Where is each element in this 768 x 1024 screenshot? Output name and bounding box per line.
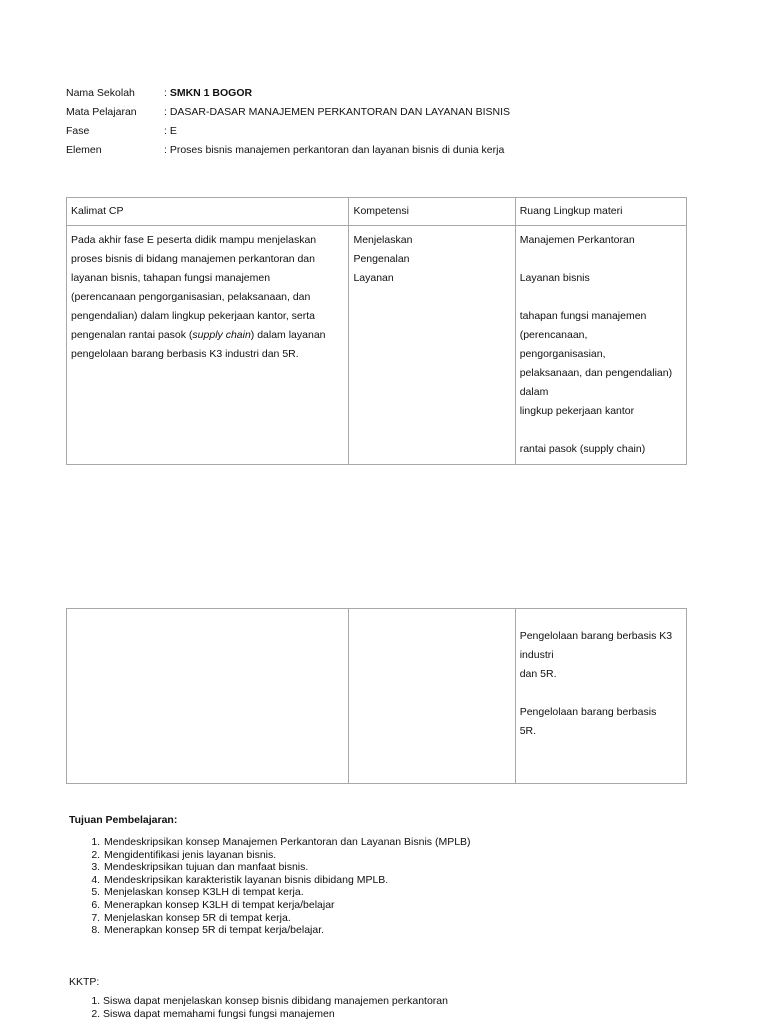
scope-line: lingkup pekerjaan kantor (519, 405, 635, 417)
kompetensi-line: Pengenalan (353, 253, 410, 265)
meta-value-element: Proses bisnis manajemen perkantoran dan layanan bisnis di dunia kerja (169, 144, 505, 156)
scope-line: pelaksanaan, dan pengendalian) (519, 367, 673, 379)
tujuan-list (70, 836, 471, 937)
document-header (66, 84, 510, 160)
header-kalimat-cp: Kalimat CP (67, 198, 349, 226)
meta-row-elemen (66, 141, 510, 160)
scope-line: industri (519, 649, 554, 661)
scope-line: pengorganisasian, (519, 348, 606, 360)
table-header-row (67, 198, 687, 226)
scope-line: (perencanaan, (519, 329, 588, 341)
meta-label: Nama Sekolah (66, 87, 135, 99)
kktp-list (70, 995, 448, 1020)
scope-gap (520, 288, 681, 307)
cp-line-supply-chain (71, 326, 343, 345)
meta-label: Fase (66, 125, 90, 137)
meta-value-school: SMKN 1 BOGOR (169, 87, 253, 99)
list-item: 8. Menerapkan konsep 5R di tempat kerja/belajar. (103, 924, 471, 937)
cp-line: pengendalian) dalam lingkup pekerjaan kantor, serta (71, 310, 315, 322)
meta-separator: : (164, 144, 170, 156)
meta-label: Mata Pelajaran (66, 106, 137, 118)
list-item: 5. Menjelaskan konsep K3LH di tempat kerja. (103, 886, 471, 899)
scope-line: Pengelolaan barang berbasis K3 (519, 630, 673, 642)
meta-value-subject: DASAR-DASAR MANAJEMEN PERKANTORAN DAN LAYANAN BISNIS (169, 106, 510, 118)
scope-line: dan 5R. (519, 668, 557, 680)
header-kompetensi: Kompetensi (349, 198, 515, 226)
list-item: 1. Siswa dapat menjelaskan konsep bisnis dibidang manajemen perkantoran (103, 995, 448, 1008)
list-item: 6. Menerapkan konsep K3LH di tempat kerja/belajar (103, 899, 471, 912)
scope-line: 5R. (519, 725, 537, 737)
list-item: 1. Mendeskripsikan konsep Manajemen Perkantoran dan Layanan Bisnis (MPLB) (103, 836, 471, 849)
table-row (67, 609, 687, 784)
cell-kalimat-cp-empty (67, 609, 349, 784)
cp-line: Pada akhir fase E peserta didik mampu menjelaskan (71, 234, 317, 246)
meta-label: Elemen (66, 144, 102, 156)
cp-line: (perencanaan pengorganisasian, pelaksanaan, dan (71, 291, 311, 303)
scope-gap (520, 421, 681, 440)
cell-ruang-lingkup (515, 226, 686, 465)
cell-kalimat-cp (67, 226, 349, 465)
cell-kompetensi (349, 226, 515, 465)
list-item: 2. Siswa dapat memahami fungsi fungsi manajemen (103, 1008, 448, 1021)
kktp-title: KKTP: (69, 976, 100, 988)
cp-table-continued (66, 608, 687, 784)
scope-gap (520, 250, 681, 269)
meta-row-fase (66, 122, 510, 141)
cp-line: pengelolaan barang berbasis K3 industri dan 5R. (71, 348, 299, 360)
meta-row-nama-sekolah (66, 84, 510, 103)
meta-separator: : (164, 87, 170, 99)
table-row (67, 226, 687, 465)
tujuan-title: Tujuan Pembelajaran: (69, 814, 178, 826)
list-item: 3. Mendeskripsikan tujuan dan manfaat bisnis. (103, 861, 471, 874)
list-item: 7. Menjelaskan konsep 5R di tempat kerja. (103, 912, 471, 925)
cp-line: layanan bisnis, tahapan fungsi manajemen (71, 272, 271, 284)
scope-line: tahapan fungsi manajemen (519, 310, 647, 322)
cell-ruang-lingkup (515, 609, 686, 784)
scope-gap (520, 684, 681, 703)
cp-table (66, 197, 687, 465)
scope-line: rantai pasok (supply chain) (519, 443, 646, 455)
scope-line: dalam (519, 386, 549, 398)
meta-row-mata-pelajaran (66, 103, 510, 122)
cp-text: pengenalan rantai pasok ( (71, 329, 193, 341)
meta-separator: : (164, 125, 170, 137)
list-item: 2. Mengidentifikasi jenis layanan bisnis. (103, 849, 471, 862)
cp-italic-term: supply chain (192, 329, 251, 341)
cp-text: ) dalam layanan (250, 329, 326, 341)
header-ruang-lingkup: Ruang Lingkup materi (515, 198, 686, 226)
kompetensi-line: Menjelaskan (353, 234, 413, 246)
kompetensi-line: Layanan (353, 272, 394, 284)
meta-value-phase: E (169, 125, 177, 137)
meta-separator: : (164, 106, 170, 118)
cell-kompetensi-empty (349, 609, 515, 784)
scope-line: Manajemen Perkantoran (519, 234, 635, 246)
cp-line: proses bisnis di bidang manajemen perkantoran dan (71, 253, 315, 265)
list-item: 4. Mendeskripsikan karakteristik layanan bisnis dibidang MPLB. (103, 874, 471, 887)
scope-line: Pengelolaan barang berbasis (519, 706, 657, 718)
scope-line: Layanan bisnis (519, 272, 590, 284)
